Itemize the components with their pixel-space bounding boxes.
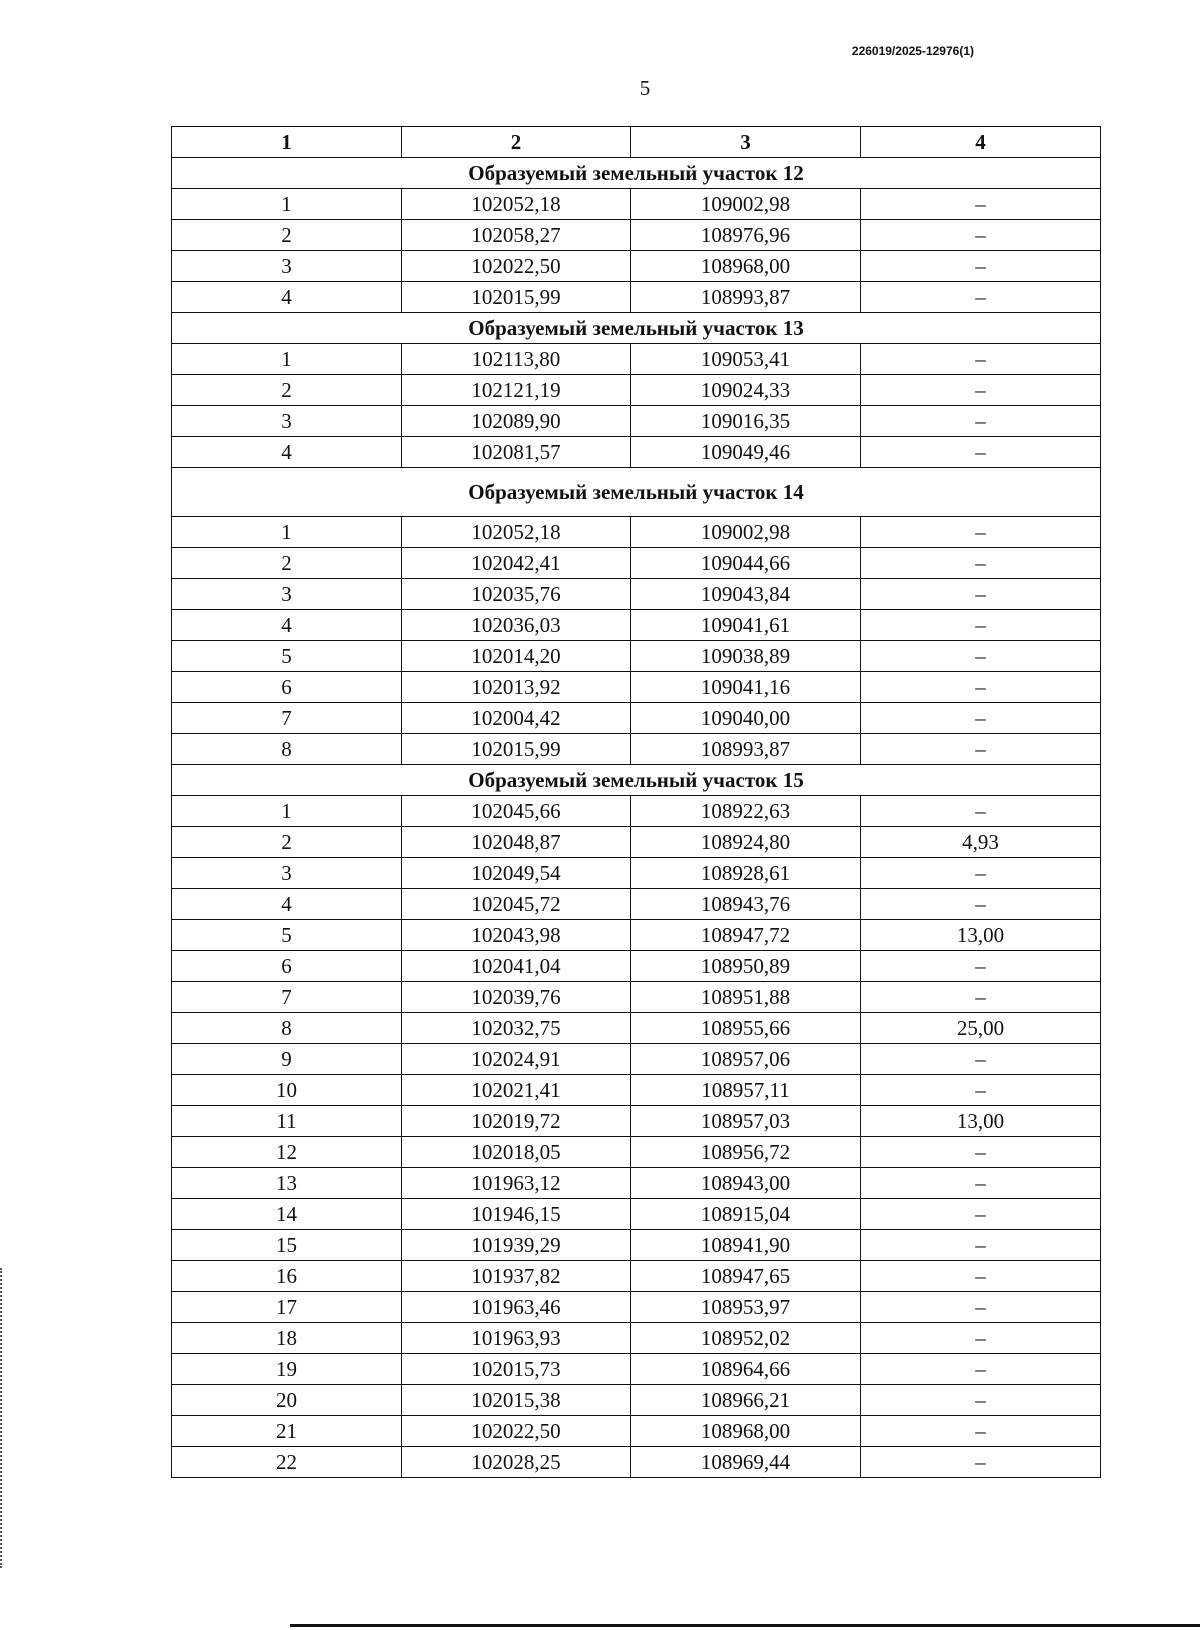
point-number-cell: 12 [172, 1137, 402, 1168]
y-coordinate-cell: 108947,72 [631, 920, 861, 951]
x-coordinate-cell: 102113,80 [402, 344, 631, 375]
value-cell: – [861, 1230, 1101, 1261]
y-coordinate-cell: 109049,46 [631, 437, 861, 468]
x-coordinate-cell: 102089,90 [402, 406, 631, 437]
value-cell: – [861, 189, 1101, 220]
x-coordinate-cell: 101963,93 [402, 1323, 631, 1354]
x-coordinate-cell: 101963,46 [402, 1292, 631, 1323]
table-row [172, 1044, 1101, 1075]
x-coordinate-cell: 102021,41 [402, 1075, 631, 1106]
y-coordinate-cell: 109053,41 [631, 344, 861, 375]
point-number-cell: 1 [172, 344, 402, 375]
point-number-cell: 15 [172, 1230, 402, 1261]
table-row [172, 375, 1101, 406]
point-number-cell: 6 [172, 672, 402, 703]
value-cell: – [861, 1447, 1101, 1478]
x-coordinate-cell: 102043,98 [402, 920, 631, 951]
point-number-cell: 4 [172, 610, 402, 641]
x-coordinate-cell: 102121,19 [402, 375, 631, 406]
y-coordinate-cell: 108941,90 [631, 1230, 861, 1261]
y-coordinate-cell: 108915,04 [631, 1199, 861, 1230]
y-coordinate-cell: 108956,72 [631, 1137, 861, 1168]
value-cell: 4,93 [861, 827, 1101, 858]
table-row [172, 796, 1101, 827]
x-coordinate-cell: 101939,29 [402, 1230, 631, 1261]
x-coordinate-cell: 102014,20 [402, 641, 631, 672]
table-row [172, 548, 1101, 579]
point-number-cell: 14 [172, 1199, 402, 1230]
x-coordinate-cell: 102022,50 [402, 251, 631, 282]
point-number-cell: 1 [172, 796, 402, 827]
x-coordinate-cell: 102018,05 [402, 1137, 631, 1168]
table-row [172, 889, 1101, 920]
y-coordinate-cell: 108943,76 [631, 889, 861, 920]
table-row [172, 641, 1101, 672]
x-coordinate-cell: 102039,76 [402, 982, 631, 1013]
table-row [172, 951, 1101, 982]
document-id: 226019/2025-12976(1) [851, 44, 974, 58]
point-number-cell: 11 [172, 1106, 402, 1137]
table-row [172, 189, 1101, 220]
column-header-4: 4 [861, 127, 1101, 158]
y-coordinate-cell: 108968,00 [631, 1416, 861, 1447]
x-coordinate-cell: 102035,76 [402, 579, 631, 610]
table-row [172, 858, 1101, 889]
y-coordinate-cell: 108950,89 [631, 951, 861, 982]
x-coordinate-cell: 102058,27 [402, 220, 631, 251]
x-coordinate-cell: 102015,99 [402, 734, 631, 765]
value-cell: – [861, 1354, 1101, 1385]
point-number-cell: 22 [172, 1447, 402, 1478]
value-cell: – [861, 610, 1101, 641]
y-coordinate-cell: 108943,00 [631, 1168, 861, 1199]
y-coordinate-cell: 109041,61 [631, 610, 861, 641]
scan-edge-mark [0, 1268, 4, 1568]
value-cell: – [861, 641, 1101, 672]
coordinates-table [171, 126, 1101, 1478]
value-cell: – [861, 1292, 1101, 1323]
table-row [172, 982, 1101, 1013]
point-number-cell: 20 [172, 1385, 402, 1416]
table-row [172, 220, 1101, 251]
section-header-row [172, 313, 1101, 344]
x-coordinate-cell: 102024,91 [402, 1044, 631, 1075]
x-coordinate-cell: 102041,04 [402, 951, 631, 982]
table-row [172, 1261, 1101, 1292]
value-cell: – [861, 251, 1101, 282]
point-number-cell: 8 [172, 1013, 402, 1044]
x-coordinate-cell: 101963,12 [402, 1168, 631, 1199]
value-cell: – [861, 1075, 1101, 1106]
y-coordinate-cell: 108976,96 [631, 220, 861, 251]
table-row [172, 672, 1101, 703]
y-coordinate-cell: 108952,02 [631, 1323, 861, 1354]
table-row [172, 827, 1101, 858]
y-coordinate-cell: 109002,98 [631, 517, 861, 548]
y-coordinate-cell: 109024,33 [631, 375, 861, 406]
table-row [172, 406, 1101, 437]
point-number-cell: 19 [172, 1354, 402, 1385]
value-cell: – [861, 982, 1101, 1013]
x-coordinate-cell: 102048,87 [402, 827, 631, 858]
point-number-cell: 9 [172, 1044, 402, 1075]
y-coordinate-cell: 108964,66 [631, 1354, 861, 1385]
table-row [172, 579, 1101, 610]
point-number-cell: 2 [172, 220, 402, 251]
value-cell: – [861, 437, 1101, 468]
x-coordinate-cell: 102004,42 [402, 703, 631, 734]
y-coordinate-cell: 109041,16 [631, 672, 861, 703]
x-coordinate-cell: 102022,50 [402, 1416, 631, 1447]
section-header-row [172, 765, 1101, 796]
point-number-cell: 6 [172, 951, 402, 982]
column-header-1: 1 [172, 127, 402, 158]
point-number-cell: 1 [172, 189, 402, 220]
table-row [172, 282, 1101, 313]
value-cell: – [861, 858, 1101, 889]
point-number-cell: 2 [172, 548, 402, 579]
point-number-cell: 8 [172, 734, 402, 765]
x-coordinate-cell: 102032,75 [402, 1013, 631, 1044]
table-row [172, 1323, 1101, 1354]
value-cell: – [861, 951, 1101, 982]
x-coordinate-cell: 102081,57 [402, 437, 631, 468]
point-number-cell: 17 [172, 1292, 402, 1323]
value-cell: – [861, 579, 1101, 610]
x-coordinate-cell: 102045,72 [402, 889, 631, 920]
table-row [172, 1230, 1101, 1261]
value-cell: – [861, 375, 1101, 406]
x-coordinate-cell: 102045,66 [402, 796, 631, 827]
value-cell: – [861, 548, 1101, 579]
x-coordinate-cell: 102015,38 [402, 1385, 631, 1416]
x-coordinate-cell: 102015,99 [402, 282, 631, 313]
table-row [172, 1137, 1101, 1168]
x-coordinate-cell: 102013,92 [402, 672, 631, 703]
x-coordinate-cell: 102028,25 [402, 1447, 631, 1478]
y-coordinate-cell: 109038,89 [631, 641, 861, 672]
table-row [172, 1385, 1101, 1416]
point-number-cell: 10 [172, 1075, 402, 1106]
point-number-cell: 18 [172, 1323, 402, 1354]
y-coordinate-cell: 108953,97 [631, 1292, 861, 1323]
value-cell: – [861, 406, 1101, 437]
point-number-cell: 4 [172, 889, 402, 920]
point-number-cell: 3 [172, 406, 402, 437]
section-title: Образуемый земельный участок 14 [172, 468, 1101, 517]
page-number: 5 [639, 76, 651, 100]
value-cell: – [861, 344, 1101, 375]
section-header-row [172, 158, 1101, 189]
point-number-cell: 3 [172, 579, 402, 610]
value-cell: – [861, 517, 1101, 548]
point-number-cell: 5 [172, 641, 402, 672]
table-row [172, 1447, 1101, 1478]
value-cell: – [861, 1385, 1101, 1416]
y-coordinate-cell: 108951,88 [631, 982, 861, 1013]
table-row [172, 437, 1101, 468]
value-cell: 25,00 [861, 1013, 1101, 1044]
y-coordinate-cell: 108993,87 [631, 282, 861, 313]
column-header-3: 3 [631, 127, 861, 158]
section-title: Образуемый земельный участок 15 [172, 765, 1101, 796]
y-coordinate-cell: 109002,98 [631, 189, 861, 220]
point-number-cell: 13 [172, 1168, 402, 1199]
table-row [172, 1292, 1101, 1323]
value-cell: – [861, 796, 1101, 827]
table-row [172, 703, 1101, 734]
y-coordinate-cell: 108957,03 [631, 1106, 861, 1137]
value-cell: – [861, 1323, 1101, 1354]
table-body [172, 127, 1101, 1478]
section-title: Образуемый земельный участок 12 [172, 158, 1101, 189]
table-row [172, 1354, 1101, 1385]
value-cell: – [861, 282, 1101, 313]
value-cell: 13,00 [861, 920, 1101, 951]
table-row [172, 1106, 1101, 1137]
point-number-cell: 21 [172, 1416, 402, 1447]
table-row [172, 1199, 1101, 1230]
y-coordinate-cell: 108968,00 [631, 251, 861, 282]
point-number-cell: 2 [172, 375, 402, 406]
table-row [172, 344, 1101, 375]
point-number-cell: 3 [172, 858, 402, 889]
point-number-cell: 7 [172, 982, 402, 1013]
table-row [172, 1416, 1101, 1447]
y-coordinate-cell: 109016,35 [631, 406, 861, 437]
point-number-cell: 4 [172, 437, 402, 468]
value-cell: – [861, 1168, 1101, 1199]
value-cell: – [861, 672, 1101, 703]
y-coordinate-cell: 108966,21 [631, 1385, 861, 1416]
value-cell: – [861, 220, 1101, 251]
point-number-cell: 1 [172, 517, 402, 548]
y-coordinate-cell: 108955,66 [631, 1013, 861, 1044]
value-cell: – [861, 734, 1101, 765]
y-coordinate-cell: 108947,65 [631, 1261, 861, 1292]
y-coordinate-cell: 108928,61 [631, 858, 861, 889]
table-header-row [172, 127, 1101, 158]
point-number-cell: 7 [172, 703, 402, 734]
value-cell: – [861, 1137, 1101, 1168]
y-coordinate-cell: 108957,11 [631, 1075, 861, 1106]
y-coordinate-cell: 109040,00 [631, 703, 861, 734]
point-number-cell: 5 [172, 920, 402, 951]
value-cell: – [861, 1199, 1101, 1230]
y-coordinate-cell: 108993,87 [631, 734, 861, 765]
y-coordinate-cell: 108969,44 [631, 1447, 861, 1478]
table-row [172, 517, 1101, 548]
value-cell: – [861, 889, 1101, 920]
value-cell: – [861, 1044, 1101, 1075]
section-header-row [172, 468, 1101, 517]
y-coordinate-cell: 108924,80 [631, 827, 861, 858]
x-coordinate-cell: 101937,82 [402, 1261, 631, 1292]
point-number-cell: 4 [172, 282, 402, 313]
x-coordinate-cell: 102042,41 [402, 548, 631, 579]
x-coordinate-cell: 102019,72 [402, 1106, 631, 1137]
value-cell: – [861, 1416, 1101, 1447]
table-row [172, 610, 1101, 641]
y-coordinate-cell: 108957,06 [631, 1044, 861, 1075]
scan-bottom-line [290, 1624, 1200, 1627]
value-cell: – [861, 1261, 1101, 1292]
table-row [172, 1168, 1101, 1199]
table-row [172, 734, 1101, 765]
x-coordinate-cell: 101946,15 [402, 1199, 631, 1230]
x-coordinate-cell: 102052,18 [402, 517, 631, 548]
table-row [172, 920, 1101, 951]
point-number-cell: 3 [172, 251, 402, 282]
column-header-2: 2 [402, 127, 631, 158]
y-coordinate-cell: 108922,63 [631, 796, 861, 827]
table-row [172, 1075, 1101, 1106]
y-coordinate-cell: 109043,84 [631, 579, 861, 610]
x-coordinate-cell: 102052,18 [402, 189, 631, 220]
x-coordinate-cell: 102015,73 [402, 1354, 631, 1385]
section-title: Образуемый земельный участок 13 [172, 313, 1101, 344]
x-coordinate-cell: 102049,54 [402, 858, 631, 889]
point-number-cell: 2 [172, 827, 402, 858]
table-row [172, 251, 1101, 282]
point-number-cell: 16 [172, 1261, 402, 1292]
value-cell: 13,00 [861, 1106, 1101, 1137]
value-cell: – [861, 703, 1101, 734]
table-row [172, 1013, 1101, 1044]
y-coordinate-cell: 109044,66 [631, 548, 861, 579]
x-coordinate-cell: 102036,03 [402, 610, 631, 641]
